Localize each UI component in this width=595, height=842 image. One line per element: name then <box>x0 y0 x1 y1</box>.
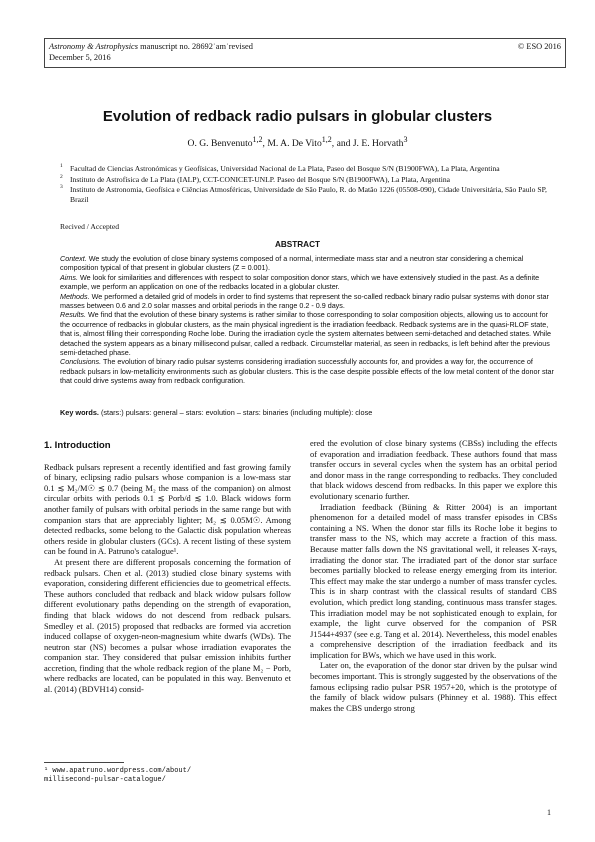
paragraph: Later on, the evaporation of the donor star driven by the pulsar wind becomes important. This is strongly suggested by the observations of the famous eclipsing radio pulsar PSR 1957+20, which is the prototype of the family of black widow pulsars (Phinney et al. 1988). This effect makes the CBS undergo strong <box>310 660 557 713</box>
keywords-label: Key words. <box>60 408 99 417</box>
affiliation-2 <box>60 175 560 185</box>
context-text: We study the evolution of close binary systems composed of a normal, intermediate mass star and a neutron star considering a chemical composition typical of that present in globular clusters (Z = 0.001). <box>60 254 524 273</box>
affiliation-3-number: 3 <box>60 184 63 191</box>
conclusions-label: Conclusions. <box>60 357 102 367</box>
author-list <box>0 135 595 149</box>
running-header <box>44 38 566 68</box>
author-1-affil: 1,2 <box>252 135 263 144</box>
abstract-heading: ABSTRACT <box>274 240 321 249</box>
header-left <box>49 41 253 63</box>
received-accepted: Recived / Accepted <box>60 222 120 231</box>
copyright-notice: © ESO 2016 <box>517 42 561 51</box>
context-label: Context. <box>60 254 87 263</box>
affiliation-3-text: Instituto de Astronomia, Geofísica e Ciências Atmosféricas, Universidade de São Paulo, R. do Matão 1226 (05508-090), Cidade Universitária, São Paulo SP, Brazil <box>70 185 547 204</box>
affiliation-1-text: Facultad de Ciencias Astronómicas y Geofísicas, Universidad Nacional de La Plata, Paseo del Bosque S/N (B1900FWA), La Plata, Argentina <box>70 164 500 173</box>
header-date: December 5, 2016 <box>49 53 111 62</box>
affiliation-1 <box>60 164 560 174</box>
abstract-aims <box>60 273 560 292</box>
footnote: ¹ www.apatruno.wordpress.com/about/ millisecond-pulsar-catalogue/ <box>44 767 192 784</box>
footnote-rule <box>44 762 124 763</box>
page-number: 1 <box>547 808 551 817</box>
methods-label: Methods. <box>60 291 90 301</box>
right-column <box>310 438 557 713</box>
affiliation-2-text: Instituto de Astrofísica de La Plata (IALP), CCT-CONICET-UNLP. Paseo del Bosque S/N (B1900FWA), La Plata, Argentina <box>70 174 450 184</box>
keywords <box>60 408 560 417</box>
affiliations <box>60 164 560 205</box>
results-label: Results. <box>60 310 86 320</box>
paper-title: Evolution of redback radio pulsars in globular clusters <box>102 108 493 125</box>
abstract-methods <box>60 292 560 311</box>
conclusions-text: The evolution of binary radio pulsar systems considering irradiation successfully accounts for, and provides a way for, the occurrence of redback pulsars in low-metallicity environments such as globular clusters. This is the case despite possible effects of the low metal content of the donor star that could drive systems away from redback configuration. <box>60 357 554 386</box>
affiliation-3 <box>60 185 560 204</box>
journal-name: Astronomy & Astrophysics <box>49 42 139 51</box>
left-column <box>44 438 291 695</box>
author-2: , M. A. De Vito <box>262 138 322 150</box>
abstract-conclusions <box>60 357 560 385</box>
author-3: , and J. E. Horvath <box>331 138 404 150</box>
methods-text: We performed a detailed grid of models in order to find systems that represent the so-called redback binary radio pulsar systems with donor star masses between 0.6 and 2.0 solar masses and orbital periods in the range 0.2 - 0.9 days. <box>60 291 549 311</box>
section-heading: 1. Introduction <box>44 440 111 451</box>
abstract-body <box>60 254 560 386</box>
paragraph: At present there are different proposals concerning the formation of redback pulsars. Chen et al. (2013) studied close binary systems with evaporation, considering different efficiencies due to geometrical effects. These authors concluded that redback and black widow pulsars follow different evolutionary paths depending on the strength of evaporation, finding that black widows do not descend from redback pulsars. Smedley et al. (2015) proposed that redbacks are formed via accretion induced collapse of oxygen-neon-magnesium white dwarfs (WDs). The neutron star (NS) becomes a pulsar whose irradiation evaporates the companion star. They considered that pulsar emission inhibits further accretion, finding that the whole redback region of the plane M₂ − Porb, where redbacks are located, can be populated in this way. Benvenuto et al. (2014) (BDVH14) consid- <box>44 556 291 695</box>
paragraph: Redback pulsars represent a recently identified and fast growing family of binary, eclipsing radio pulsars whose companion is a low-mass star 0.1 ≲ M₂/M☉ ≲ 0.7 (being M₂ the mass of the companion) on almost circular orbits with periods 0.1 ≲ Porb/d ≲ 1.0. Black widows form another family of pulsars with orbital periods in the same range but with companion stars that are appreciably lighter; M₂ ≲ 0.05M☉. Among detected redbacks, some belong to the Galactic disk population whereas others reside in globular clusters (GCs). A recent listing of these system can be found in A. Patruno's catalogue¹. <box>44 461 291 557</box>
abstract-context <box>60 254 560 273</box>
affiliation-1-number: 1 <box>60 163 63 169</box>
abstract-results <box>60 310 560 357</box>
keywords-text: (stars:) pulsars: general – stars: evolution – stars: binaries (including multiple): close <box>98 408 373 417</box>
aims-label: Aims. <box>60 272 78 282</box>
paragraph: Irradiation feedback (Büning & Ritter 2004) is an important phenomenon for a detailed model of mass transfer episodes in CBSs containing a NS. When the donor star fills its Roche lobe it begins to transfer mass to the NS, which may accrete a fraction of this mass. Because matter falls down the NS gravitational well, it releases X-rays, irradiating the donor star. The irradiated part of the donor star surface becomes partially blocked to release energy emerging from its interior. This effect may make the star undergo a number of mass transfer cycles. This is in sharp contrast with the classical results of standard CBS evolution, which predict long standing, continuous mass transfer stages. This irradiation model may be not sophisticated enough to explain, for example, the light curve observed for the companion of PSR J1544+4937 (see e.g. Tang et al. 2014). Nevertheless, this model enables a comprehensive description of the irradiation feedback and its implication for BWs, which we have used in this work. <box>310 501 557 660</box>
author-1: O. G. Benvenuto <box>187 138 253 150</box>
results-text: We find that the evolution of these binary systems is rather similar to those corresponding to solar composition objects, allowing us to account for the occurrence of redbacks in globular clusters, as the main physical ingredient is the irradiation feedback. Redback systems are in the quasi-RLOF state, that is, almost filling their corresponding Roche lobe. During the irradiation cycle the system alternates between semi-detached and detached states. While detached the system appears as a binary millisecond pulsar, called a redback. Circumstellar material, as seen in redbacks, is left behind after the previous semi-detached phase. <box>60 310 552 358</box>
paragraph: ered the evolution of close binary systems (CBSs) including the effects of evaporation and irradiation feedback. These authors found that mass transfer occurs in several cycles when the system has an orbital period and donor mass in the range corresponding to redbacks. They concluded that black widows descend from redbacks. In this paper we explore this evolutionary scenario further. <box>310 438 557 501</box>
author-3-affil: 3 <box>403 135 408 144</box>
author-2-affil: 1,2 <box>321 135 332 144</box>
affiliation-2-number: 2 <box>60 173 63 180</box>
aims-text: We look for similarities and differences with respect to solar composition donor stars, which we have extensively studied in the past. As a definite example, we perform an application on one of the redbacks located in a globular cluster. <box>60 272 540 292</box>
manuscript-number: manuscript no. 28692˙am˙revised <box>140 42 253 51</box>
